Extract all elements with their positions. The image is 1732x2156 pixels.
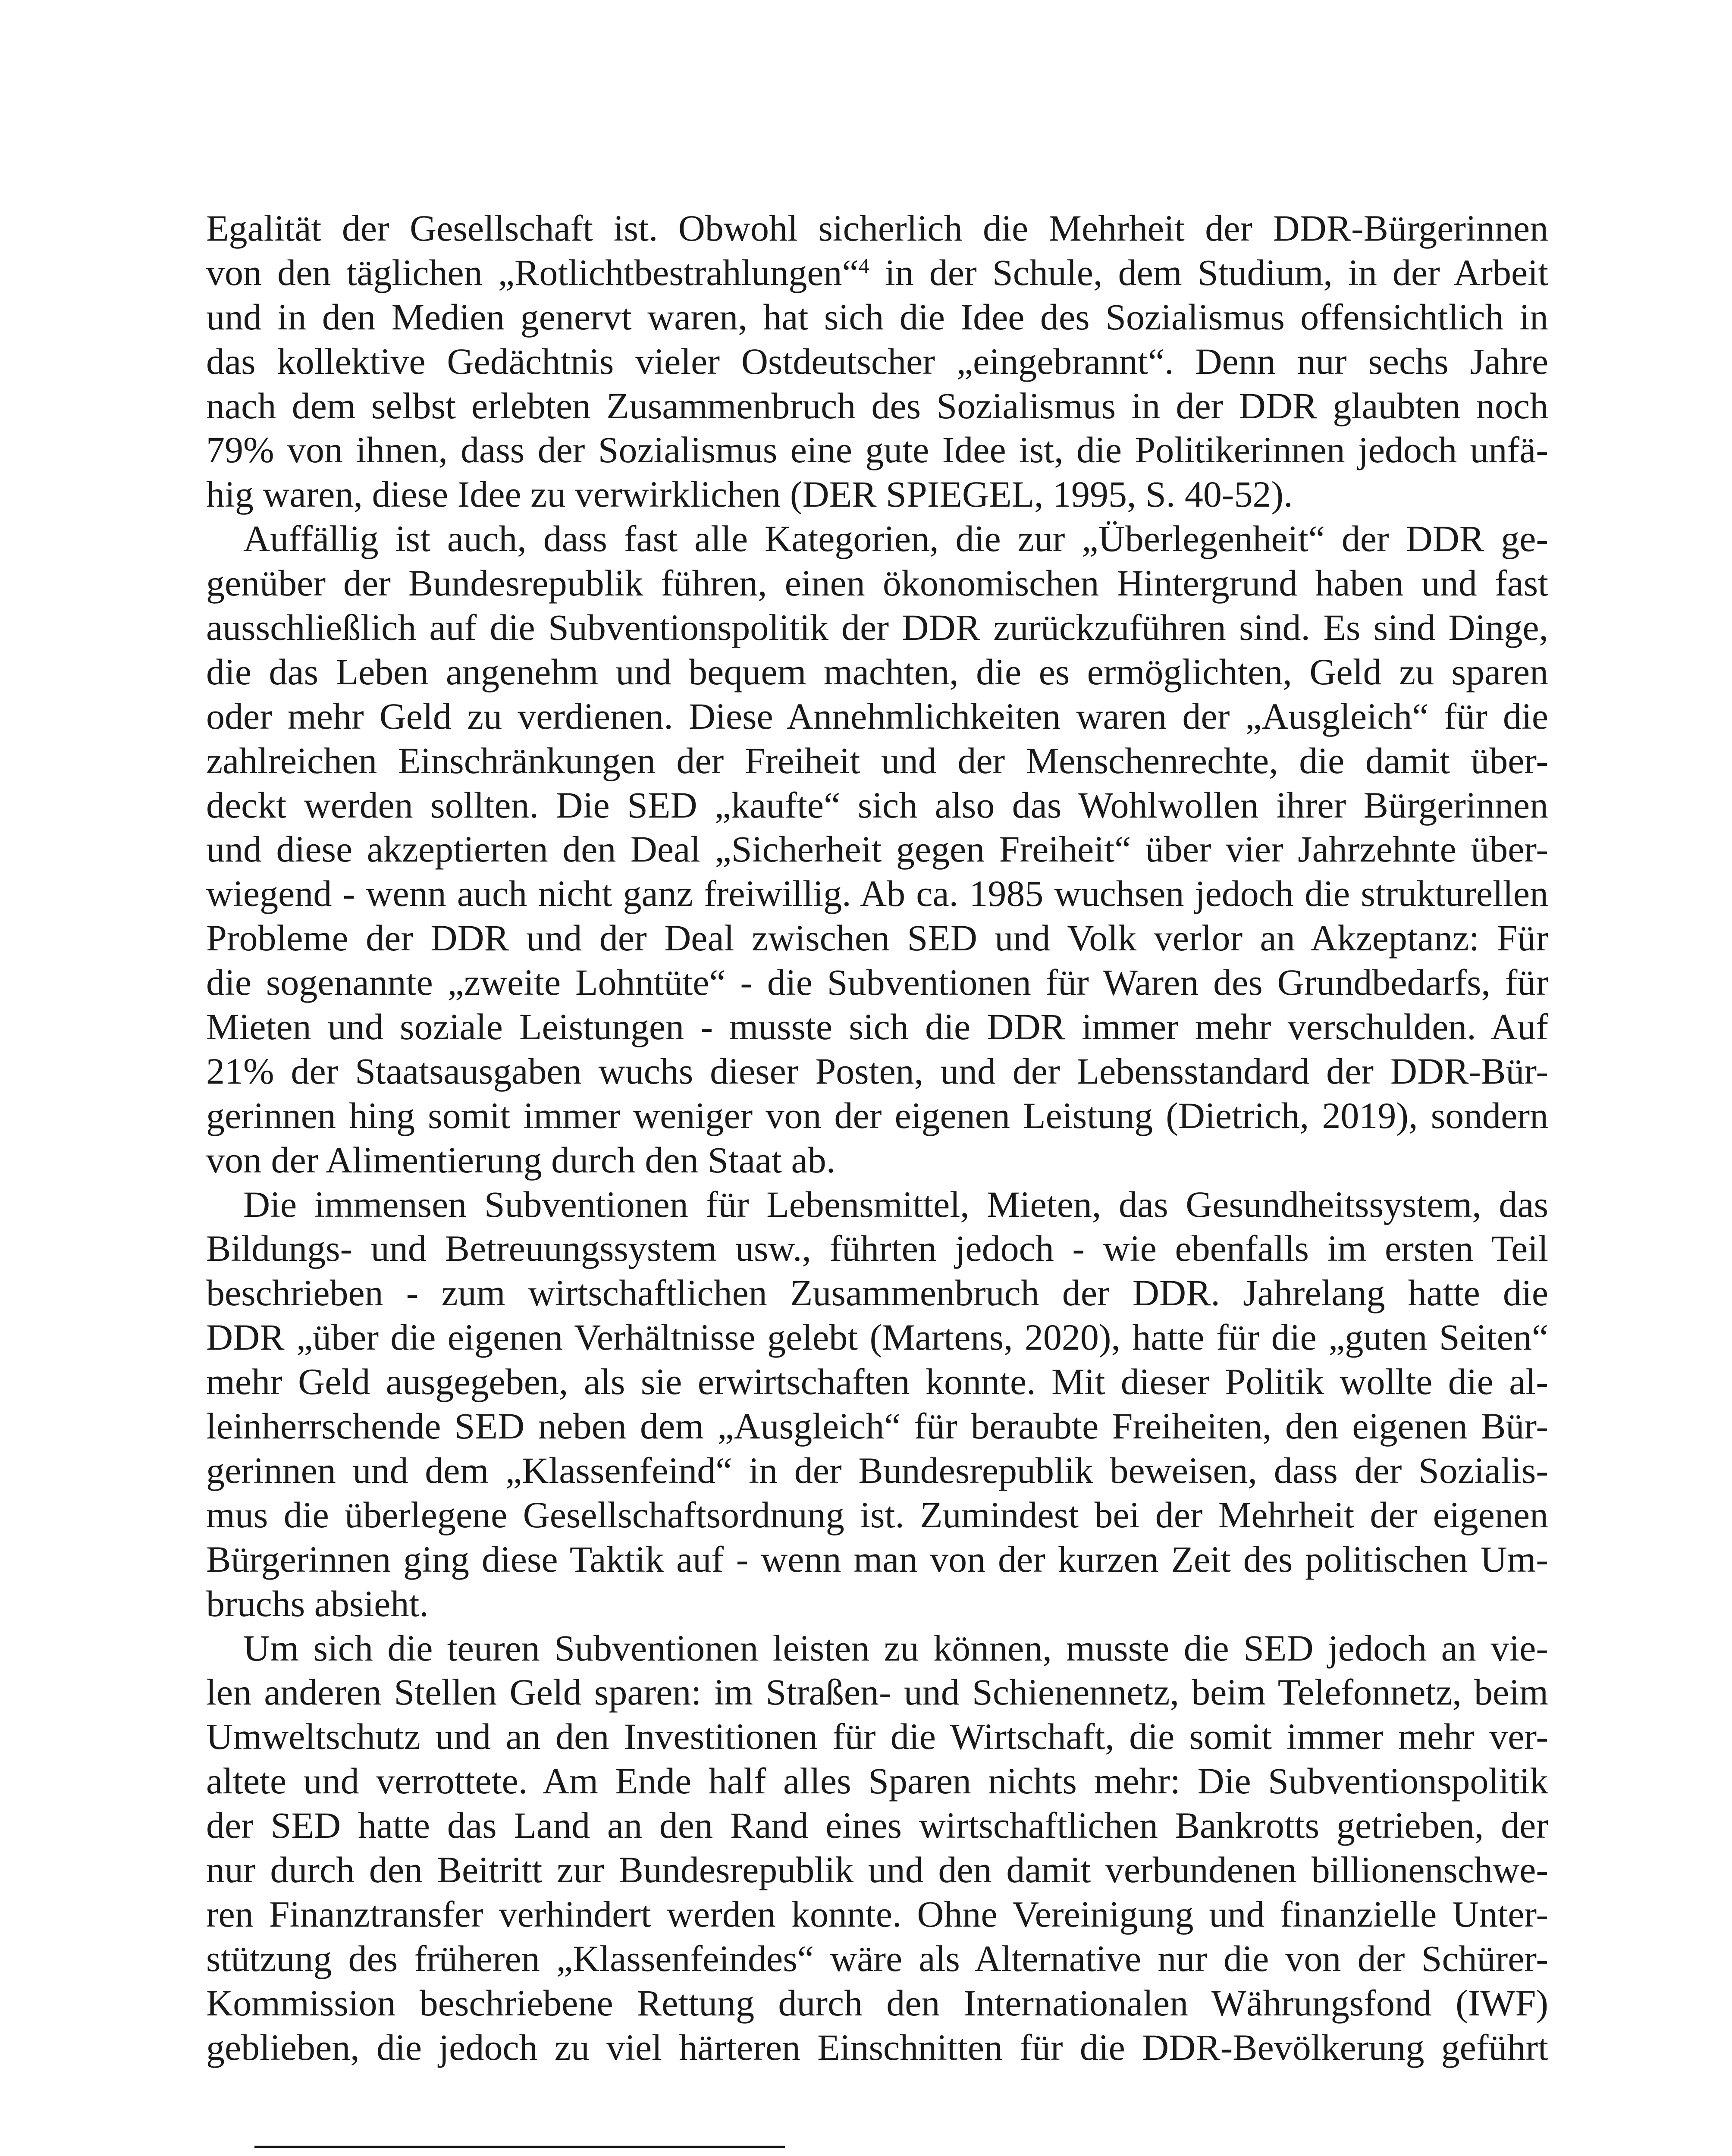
text-line: Bildungs- und Betreuungssystem usw., führten jedoch - wie ebenfalls im ersten Teil [206, 1228, 1548, 1269]
text-line: ren Finanztransfer verhindert werden konnte. Ohne Vereinigung und finanzielle Unter- [206, 1893, 1548, 1935]
text-line: Kommission beschriebene Rettung durch den Internationalen Währungsfond (IWF) [206, 1982, 1548, 2024]
paragraph-2 [206, 517, 1548, 1182]
text-line: DDR „über die eigenen Verhältnisse gelebt (Martens, 2020), hatte für die „guten Seiten“ [206, 1316, 1548, 1358]
text-line: Egalität der Gesellschaft ist. Obwohl sicherlich die Mehrheit der DDR-Bürgerinnen [206, 207, 1548, 249]
text-line: bruchs absieht. [206, 1583, 429, 1624]
paragraph-4 [206, 1626, 1548, 2070]
text-line: Auffällig ist auch, dass fast alle Kategorien, die zur „Überlegenheit“ der DDR ge- [243, 518, 1548, 560]
text-fragment: in der Schule, dem Studium, in der Arbeit [869, 251, 1548, 293]
body-text [206, 206, 1548, 2069]
text-line: Probleme der DDR und der Deal zwischen SED und Volk verlor an Akzeptanz: Für [206, 917, 1548, 959]
text-line: zahlreichen Einschränkungen der Freiheit und der Menschenrechte, die damit über- [206, 740, 1548, 781]
text-line: geblieben, die jedoch zu viel härteren Einschnitten für die DDR-Bevölkerung geführt [206, 2026, 1548, 2068]
text-line: oder mehr Geld zu verdienen. Diese Annehmlichkeiten waren der „Ausgleich“ für die [206, 695, 1548, 737]
text-line: von der Alimentierung durch den Staat ab. [206, 1139, 836, 1181]
text-line: 21% der Staatsausgaben wuchs dieser Posten, und der Lebensstandard der DDR-Bür- [206, 1050, 1548, 1092]
paragraph-3 [206, 1182, 1548, 1626]
text-line: 79% von ihnen, dass der Sozialismus eine gute Idee ist, die Politikerinnen jedoch unfä- [206, 429, 1548, 471]
text-line [206, 251, 1548, 295]
text-line: Um sich die teuren Subventionen leisten zu können, musste die SED jedoch an vie- [243, 1627, 1548, 1669]
text-line: gerinnen und dem „Klassenfeind“ in der Bundesrepublik beweisen, dass der Sozialis- [206, 1449, 1548, 1491]
text-line: altete und verrottete. Am Ende half alles Sparen nichts mehr: Die Subventionspolitik [206, 1760, 1548, 1802]
text-line: hig waren, diese Idee zu verwirklichen (DER SPIEGEL, 1995, S. 40-52). [206, 473, 1293, 515]
footnote-reference[interactable]: 4 [858, 253, 869, 278]
text-line: stützung des früheren „Klassenfeindes“ wäre als Alternative nur die von der Schürer- [206, 1937, 1548, 1979]
text-line: das kollektive Gedächtnis vieler Ostdeutscher „eingebrannt“. Denn nur sechs Jahre [206, 340, 1548, 382]
text-line: Umweltschutz und an den Investitionen für die Wirtschaft, die somit immer mehr ver- [206, 1716, 1548, 1758]
text-line: die sogenannte „zweite Lohntüte“ - die Subventionen für Waren des Grundbedarfs, für [206, 962, 1548, 1003]
text-line: mus die überlegene Gesellschaftsordnung ist. Zumindest bei der Mehrheit der eigenen [206, 1494, 1548, 1536]
text-line: beschrieben - zum wirtschaftlichen Zusammenbruch der DDR. Jahrelang hatte die [206, 1272, 1548, 1314]
text-line: gerinnen hing somit immer weniger von der eigenen Leistung (Dietrich, 2019), sondern [206, 1094, 1548, 1136]
text-line: leinherrschende SED neben dem „Ausgleich“ für beraubte Freiheiten, den eigenen Bür- [206, 1405, 1548, 1447]
text-line: und diese akzeptierten den Deal „Sicherheit gegen Freiheit“ über vier Jahrzehnte über- [206, 828, 1548, 870]
text-fragment: von den täglichen „Rotlichtbestrahlungen“ [206, 251, 859, 293]
footnote-separator [254, 2146, 785, 2148]
text-line: ausschließlich auf die Subventionspolitik der DDR zurückzuführen sind. Es sind Dinge, [206, 607, 1548, 649]
text-line: genüber der Bundesrepublik führen, einen ökonomischen Hintergrund haben und fast [206, 562, 1548, 604]
text-line: nach dem selbst erlebten Zusammenbruch des Sozialismus in der DDR glaubten noch [206, 385, 1548, 426]
text-line: Die immensen Subventionen für Lebensmittel, Mieten, das Gesundheitssystem, das [243, 1183, 1548, 1225]
text-line: Mieten und soziale Leistungen - musste sich die DDR immer mehr verschulden. Auf [206, 1006, 1548, 1048]
text-line: nur durch den Beitritt zur Bundesrepublik und den damit verbundenen billionenschwe- [206, 1849, 1548, 1890]
text-line: len anderen Stellen Geld sparen: im Straßen- und Schienennetz, beim Telefonnetz, beim [206, 1671, 1548, 1713]
text-line: wiegend - wenn auch nicht ganz freiwillig. Ab ca. 1985 wuchsen jedoch die strukturellen [206, 873, 1548, 915]
text-line: und in den Medien genervt waren, hat sich die Idee des Sozialismus offensichtlich in [206, 296, 1548, 338]
text-line: Bürgerinnen ging diese Taktik auf - wenn man von der kurzen Zeit des politischen Um- [206, 1538, 1548, 1580]
text-line: deckt werden sollten. Die SED „kaufte“ sich also das Wohlwollen ihrer Bürgerinnen [206, 784, 1548, 826]
text-line: mehr Geld ausgegeben, als sie erwirtschaften konnte. Mit dieser Politik wollte die al- [206, 1361, 1548, 1403]
text-line: die das Leben angenehm und bequem machten, die es ermöglichten, Geld zu sparen [206, 651, 1548, 693]
text-line: der SED hatte das Land an den Rand eines wirtschaftlichen Bankrotts getrieben, der [206, 1805, 1548, 1846]
paragraph-1 [206, 206, 1548, 517]
